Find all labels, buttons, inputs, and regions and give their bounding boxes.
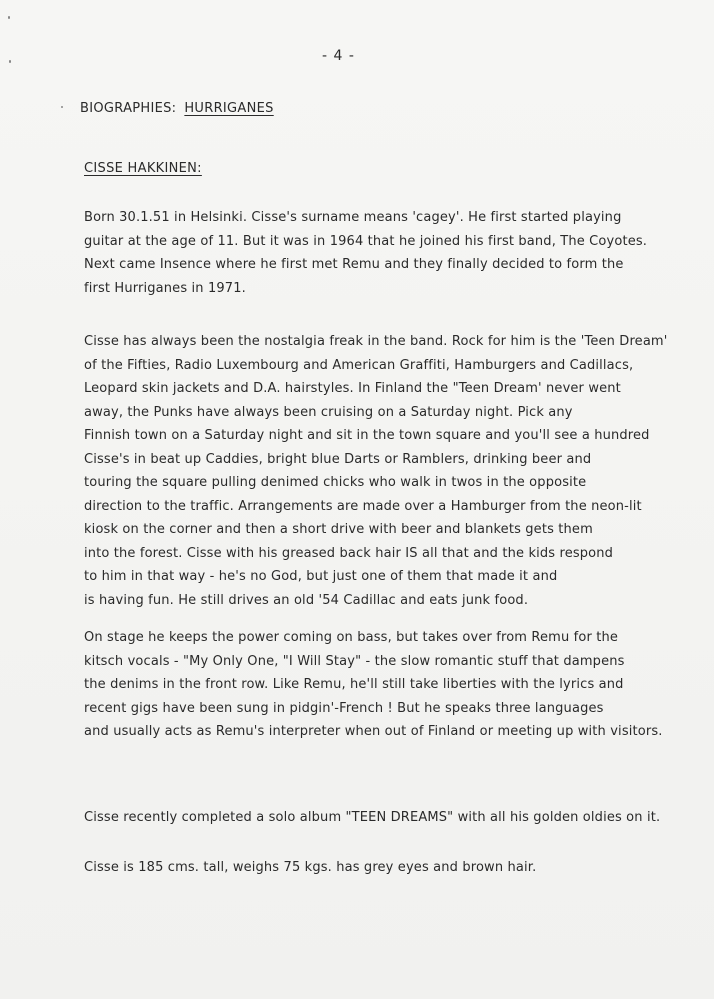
- text-line: Born 30.1.51 in Helsinki. Cisse's surname means 'cagey'. He first started playing: [84, 210, 622, 225]
- text-line: is having fun. He still drives an old '54 Cadillac and eats junk food.: [84, 592, 529, 608]
- text-line: into the forest. Cisse with his greased back hair IS all that and the kids respond: [84, 545, 614, 561]
- paragraph-early-life: [84, 206, 664, 300]
- text-line: to him in that way - he's no God, but just one of them that made it and: [84, 569, 558, 584]
- text-line: away, the Punks have always been cruising on a Saturday night. Pick any: [84, 404, 573, 420]
- text-line: Cisse's in beat up Caddies, bright blue Darts or Ramblers, drinking beer and: [84, 451, 592, 467]
- heading-band-name: HURRIGANES: [184, 101, 274, 116]
- text-line: of the Fifties, Radio Luxembourg and American Graffiti, Hamburgers and Cadillacs,: [84, 357, 634, 373]
- text-line: Finnish town on a Saturday night and sit in the town square and you'll see a hundred: [84, 428, 650, 443]
- text-line: direction to the traffic. Arrangements are made over a Hamburger from the neon-lit: [84, 498, 642, 514]
- heading-prefix: BIOGRAPHIES:: [80, 101, 177, 116]
- text-line: and usually acts as Remu's interpreter when out of Finland or meeting up with visitors.: [84, 724, 663, 739]
- page-number: - 4 -: [322, 48, 355, 64]
- text-line: Cisse recently completed a solo album "TEEN DREAMS" with all his golden oldies on it.: [84, 810, 661, 825]
- text-line: Cisse is 185 cms. tall, weighs 75 kgs. has grey eyes and brown hair.: [84, 860, 537, 875]
- paper-speck: [9, 60, 11, 63]
- text-line: recent gigs have been sung in pidgin'-French ! But he speaks three languages: [84, 700, 604, 716]
- paper-speck: [8, 16, 10, 19]
- paragraph-physical-details: [84, 856, 664, 880]
- paragraph-nostalgia: [84, 330, 668, 612]
- paper-speck: [61, 106, 63, 108]
- section-heading: [80, 101, 274, 116]
- text-line: Cisse has always been the nostalgia freak in the band. Rock for him is the 'Teen Dream': [84, 334, 668, 349]
- text-line: touring the square pulling denimed chicks who walk in twos in the opposite: [84, 475, 587, 490]
- text-line: kiosk on the corner and then a short drive with beer and blankets gets them: [84, 522, 593, 537]
- text-line: the denims in the front row. Like Remu, he'll still take liberties with the lyrics and: [84, 677, 624, 692]
- text-line: On stage he keeps the power coming on bass, but takes over from Remu for the: [84, 630, 619, 645]
- paragraph-on-stage: [84, 626, 664, 744]
- text-line: Leopard skin jackets and D.A. hairstyles. In Finland the "Teen Dream' never went: [84, 381, 621, 396]
- text-line: kitsch vocals - "My Only One, "I Will Stay" - the slow romantic stuff that dampens: [84, 653, 625, 669]
- text-line: first Hurriganes in 1971.: [84, 280, 246, 296]
- text-line: Next came Insence where he first met Remu and they finally decided to form the: [84, 257, 624, 272]
- paragraph-solo-album: [84, 806, 664, 830]
- text-line: guitar at the age of 11. But it was in 1964 that he joined his first band, The Coyotes.: [84, 233, 648, 249]
- biography-subject-heading: CISSE HAKKINEN:: [84, 161, 202, 176]
